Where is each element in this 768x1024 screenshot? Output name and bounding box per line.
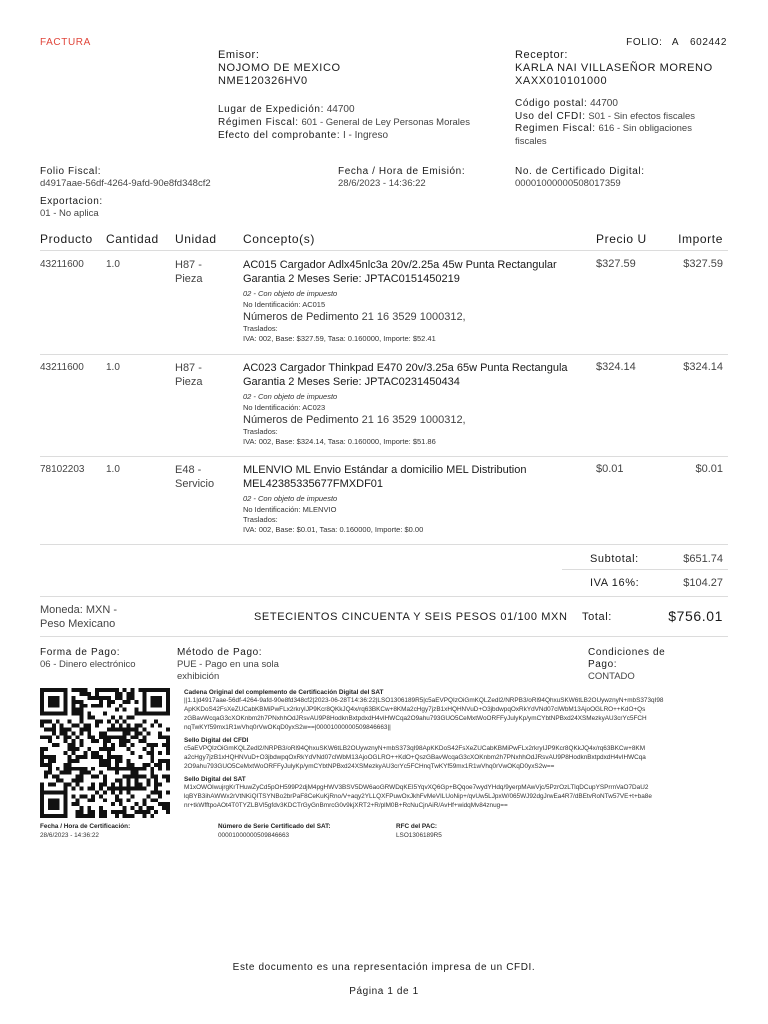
rfc-pac-label: RFC del PAC: — [396, 823, 438, 830]
uso-label: Uso del CFDI: — [515, 110, 586, 122]
lugar-value: 44700 — [326, 104, 355, 115]
row-unidad — [175, 463, 214, 491]
receptor-block — [515, 49, 713, 88]
row-producto: 43211600 — [40, 362, 84, 373]
row-noid-value: MLENVIO — [302, 505, 337, 514]
row-objeto: 02 - Con objeto de impuesto — [243, 392, 338, 401]
header-divider — [40, 250, 728, 251]
serie-cert-value: 00001000000509846663 — [218, 832, 290, 839]
row-pedimento-label: Números de Pedimento — [243, 414, 359, 426]
cadena-line: nqTwKYf59mx1R1wVhq0rVwOKqD0yxS2w==|00001000000509846663|| — [184, 724, 391, 731]
sello-cfdi-label: Sello Digital del CFDI — [184, 737, 249, 744]
fecha-emision-value: 28/6/2023 - 14:36:22 — [338, 178, 426, 189]
row-cantidad: 1.0 — [106, 362, 120, 373]
exportacion-label: Exportacion: — [40, 196, 103, 207]
sat-block — [184, 689, 700, 810]
fecha-cert-label: Fecha / Hora de Certificación: — [40, 823, 131, 830]
receptor-regimen-value: 616 - Sin obligaciones — [598, 123, 692, 134]
folio-label: FOLIO: — [626, 37, 663, 48]
page-number: Página 1 de 1 — [349, 986, 419, 997]
cadena-line: zGBavWcqaG3cXOKnbm2h7PNxhhOdJRsvAU9P8HodknBxtpdxdH4vIHWCqa2O9ahu793GUO5CeMxtWoORFFyJulyKp/ymCYbtNPBxd24XSMezkyAU3crYc5FCH — [184, 715, 647, 722]
row-importe: $324.14 — [683, 361, 723, 373]
qr-code — [40, 688, 170, 818]
metodo-pago-value-2: exhibición — [177, 671, 220, 682]
efecto-value: I - Ingreso — [342, 130, 389, 141]
certificado — [515, 166, 645, 190]
receptor-rfc: XAXX010101000 — [515, 75, 608, 87]
row-precio: $0.01 — [596, 463, 624, 475]
condiciones-value: CONTADO — [588, 671, 635, 682]
row-pedimento-value: 21 16 3529 1000312, — [361, 311, 466, 323]
row-traslados-value: IVA: 002, Base: $324.14, Tasa: 0.160000, Importe: $51.86 — [243, 437, 436, 446]
folio — [626, 37, 727, 48]
row-pedimento-label: Números de Pedimento — [243, 311, 359, 323]
row-unidad-name: Pieza — [175, 273, 203, 285]
regimen-label: Régimen Fiscal: — [218, 117, 299, 128]
cadena-line: ||1.1|d4917aae-56df-4264-9afd-90e8fd348cf2|2023-06-28T14:36:22|LSO1306189R5|c5aEVPQIzOiGmKQLZedl2/NRPB3/oRl94QhxuSKW6tLB2OUywznyN+mbS373qI98 — [184, 697, 664, 704]
emisor-details — [218, 103, 470, 142]
row-traslados-label: Traslados: — [243, 515, 278, 524]
row-concepto-line2: MEL42385335677FMXDF01 — [243, 478, 384, 490]
total-divider — [40, 636, 728, 637]
col-header-unidad: Unidad — [175, 232, 217, 246]
row-objeto: 02 - Con objeto de impuesto — [243, 289, 338, 298]
row-noid-value: AC023 — [302, 403, 326, 412]
row-unidad — [175, 258, 203, 286]
cadena-line: ApKKDoS42FsXeZUCabKBMiPwFLx2rkryIJP9Kcr8QKkJQ4x/rq63BKCw+8KMa2cHgy7jzB1xHQHNVuD+O3jbdwpqOxRkYdVNd07clWbM13AjoOGLRO++KdO+Qs — [184, 706, 646, 713]
row-concepto — [243, 258, 588, 286]
row-unidad-name: Servicio — [175, 478, 215, 490]
sello-sat-label: Sello Digital del SAT — [184, 776, 246, 783]
folio-fiscal-label: Folio Fiscal: — [40, 166, 102, 177]
metodo-pago — [177, 647, 279, 683]
rfc-pac-value: LSO1306189R5 — [396, 832, 442, 839]
row-unidad-code: E48 - — [175, 464, 202, 476]
moneda-line1: Moneda: MXN - — [40, 604, 118, 616]
row-detalle — [243, 288, 466, 344]
row-precio: $327.59 — [596, 258, 636, 270]
exportacion-value: 01 - No aplica — [40, 208, 99, 219]
row-unidad-code: H87 - — [175, 259, 202, 271]
cp-value: 44700 — [590, 98, 618, 109]
total-value: $756.01 — [668, 608, 723, 624]
certificado-value: 00001000000508017359 — [515, 178, 621, 189]
col-header-importe: Importe — [678, 232, 723, 246]
row-producto: 78102203 — [40, 464, 85, 475]
sello-cfdi-line: 2O9ahu793GUO5CeMxtWoORFFyJulyKp/ymCYbtNPBxd24XSMezkyAU3crYc5FCHnqTwKYf59mx1R1wVhq0rVwOKqD0yxS2w== — [184, 763, 555, 770]
exportacion — [40, 196, 103, 220]
sello-sat-line: M1xOWOIwujrgKrTHuwZyCd5pOH599P2djM4pgHWV3BSV5DW6aoGRWDqKEI5YqvXQ6Gp+BQqoe7wydYHdq/9yerpMAwVjc/5PzrOzLTlqDCupYSPrrnVaO7DaU2 — [184, 784, 649, 791]
sello-cfdi-line: a2cHgy7jzB1xHQHNVuD+O3jbdwpqOxRkYdVNd07clWbM13AjoOGLRO++KdO+QszGBavWcqaG3cXOKnbm2h7PNxhhOdJRsvAU9P8HodknBxtpdxdH4vIHWCqa — [184, 754, 646, 761]
row-producto: 43211600 — [40, 259, 84, 270]
cp-label: Código postal: — [515, 98, 588, 109]
sello-cfdi-line: c5aEVPQIzOiGmKQLZedl2/NRPB3/oRl94QhxuSKW6tLB2OUywznyN+mbS373qI98ApKKDoS42FsXeZUCabKBMiPwFLx2rkryIJP9Kcr8QKkJQ4x/rq63BKCw+8KM — [184, 745, 646, 752]
subtotal-divider — [562, 569, 728, 570]
row-noid-value: AC015 — [302, 300, 326, 309]
row-unidad — [175, 361, 203, 389]
emisor-name: NOJOMO DE MEXICO — [218, 62, 341, 74]
sello-sat-value — [184, 783, 700, 810]
row-concepto — [243, 463, 588, 491]
certificado-label: No. de Certificado Digital: — [515, 166, 645, 177]
receptor-regimen-value-2: fiscales — [515, 135, 547, 147]
moneda — [40, 603, 117, 631]
row-importe: $0.01 — [695, 463, 723, 475]
row-unidad-code: H87 - — [175, 362, 202, 374]
efecto-label: Efecto del comprobante: — [218, 130, 341, 141]
total-en-letra: SETECIENTOS CINCUENTA Y SEIS PESOS 01/100 MXN — [254, 611, 568, 623]
row-noid-label: No Identificación: — [243, 300, 301, 309]
emisor-block — [218, 49, 341, 88]
condiciones-pago — [588, 647, 665, 683]
col-header-precio: Precio U — [596, 232, 647, 246]
emisor-rfc: NME120326HV0 — [218, 75, 308, 87]
fecha-emision — [338, 166, 465, 190]
fecha-cert-value: 28/6/2023 - 14:36:22 — [40, 832, 99, 839]
row-unidad-name: Pieza — [175, 376, 203, 388]
row-concepto-line2: Garantia 2 Meses Serie: JPTAC0151450219 — [243, 273, 460, 285]
row-traslados-label: Traslados: — [243, 427, 278, 436]
col-header-producto: Producto — [40, 232, 93, 246]
subtotal-value: $651.74 — [683, 553, 723, 565]
forma-pago-value: 06 - Dinero electrónico — [40, 659, 136, 670]
row-traslados-label: Traslados: — [243, 324, 278, 333]
folio-fiscal-value: d4917aae-56df-4264-9afd-90e8fd348cf2 — [40, 178, 211, 189]
row-noid-label: No Identificación: — [243, 505, 301, 514]
col-header-cantidad: Cantidad — [106, 232, 159, 246]
sello-sat-line: nr+tkWfftpoAOt4T0TYZLBVl5gfdv3KDCTrGyGnBmrcG0v9kjXRT2+R/plM0B+RcNuCjnAiR/AvHf+widqMv84znug== — [184, 802, 508, 809]
row-detalle — [243, 493, 423, 535]
forma-pago — [40, 647, 136, 671]
row-concepto — [243, 361, 588, 389]
row-cantidad: 1.0 — [106, 464, 120, 475]
row-detalle — [243, 391, 466, 447]
receptor-details — [515, 98, 730, 148]
cadena-original-value — [184, 696, 700, 732]
row-divider — [40, 354, 728, 355]
fecha-emision-label: Fecha / Hora de Emisión: — [338, 166, 466, 177]
condiciones-label-2: Pago: — [588, 659, 618, 670]
uso-value: S01 - Sin efectos fiscales — [588, 110, 696, 122]
metodo-pago-value: PUE - Pago en una sola — [177, 659, 279, 670]
row-divider — [40, 456, 728, 457]
lugar-label: Lugar de Expedición: — [218, 104, 324, 115]
receptor-label: Receptor: — [515, 49, 569, 61]
row-traslados-value: IVA: 002, Base: $327.59, Tasa: 0.160000, Importe: $52.41 — [243, 334, 436, 343]
folio-fiscal — [40, 166, 211, 190]
totals-divider — [40, 596, 728, 597]
row-pedimento-value: 21 16 3529 1000312, — [361, 414, 466, 426]
row-precio: $324.14 — [596, 361, 636, 373]
condiciones-label: Condiciones de — [588, 647, 666, 658]
col-header-concepto: Concepto(s) — [243, 232, 315, 246]
forma-pago-label: Forma de Pago: — [40, 647, 121, 658]
total-label: Total: — [582, 611, 612, 623]
cadena-original-label: Cadena Original del complemento de Certificación Digital del SAT — [184, 689, 384, 696]
row-traslados-value: IVA: 002, Base: $0.01, Tasa: 0.160000, Importe: $0.00 — [243, 525, 424, 534]
iva-label: IVA 16%: — [590, 577, 640, 589]
fecha-certificacion — [40, 822, 130, 840]
row-importe: $327.59 — [683, 258, 723, 270]
row-noid-label: No Identificación: — [243, 403, 301, 412]
regimen-value: 601 - General de Ley Personas Morales — [301, 117, 470, 128]
emisor-label: Emisor: — [218, 49, 260, 61]
row-cantidad: 1.0 — [106, 259, 120, 270]
row-concepto-line1: MLENVIO ML Envio Estándar a domicilio MEL Distribution — [243, 464, 527, 476]
subtotal-label: Subtotal: — [590, 553, 639, 565]
receptor-regimen-label: Regimen Fiscal: — [515, 123, 596, 134]
row-concepto-line1: AC015 Cargador Adlx45nlc3a 20v/2.25a 45w Punta Rectangular — [243, 259, 557, 271]
sello-cfdi-value — [184, 744, 700, 771]
rfc-pac — [396, 822, 442, 840]
footer-note: Este documento es una representación impresa de un CFDI. — [232, 962, 536, 973]
document-type: FACTURA — [40, 37, 91, 48]
row-concepto-line2: Garantia 2 Meses Serie: JPTAC0231450434 — [243, 376, 460, 388]
row-objeto: 02 - Con objeto de impuesto — [243, 494, 338, 503]
serie-cert-label: Número de Serie Certificado del SAT: — [218, 823, 331, 830]
row-divider — [40, 544, 728, 545]
folio-serie: A — [671, 37, 679, 48]
metodo-pago-label: Método de Pago: — [177, 647, 263, 658]
serie-certificado-sat — [218, 822, 330, 840]
iva-value: $104.27 — [683, 577, 723, 589]
receptor-name: KARLA NAI VILLASEÑOR MORENO — [515, 62, 713, 74]
folio-number: 602442 — [690, 37, 727, 48]
row-concepto-line1: AC023 Cargador Thinkpad E470 20v/3.25a 65w Punta Rectangula — [243, 362, 568, 374]
sello-sat-line: lqBYB3ihAWWx2rVtNKiQITSYNBo2brPaF8CeKuKjRno/V+aqy2YLLQXFPuwOxJkhFvMeVILUoNip+/qvUw5LJpxW/065WJ92dgJrwEa4R7/dBEtvRoNTw57VE+t+ba8e — [184, 793, 652, 800]
moneda-line2: Peso Mexicano — [40, 618, 116, 630]
